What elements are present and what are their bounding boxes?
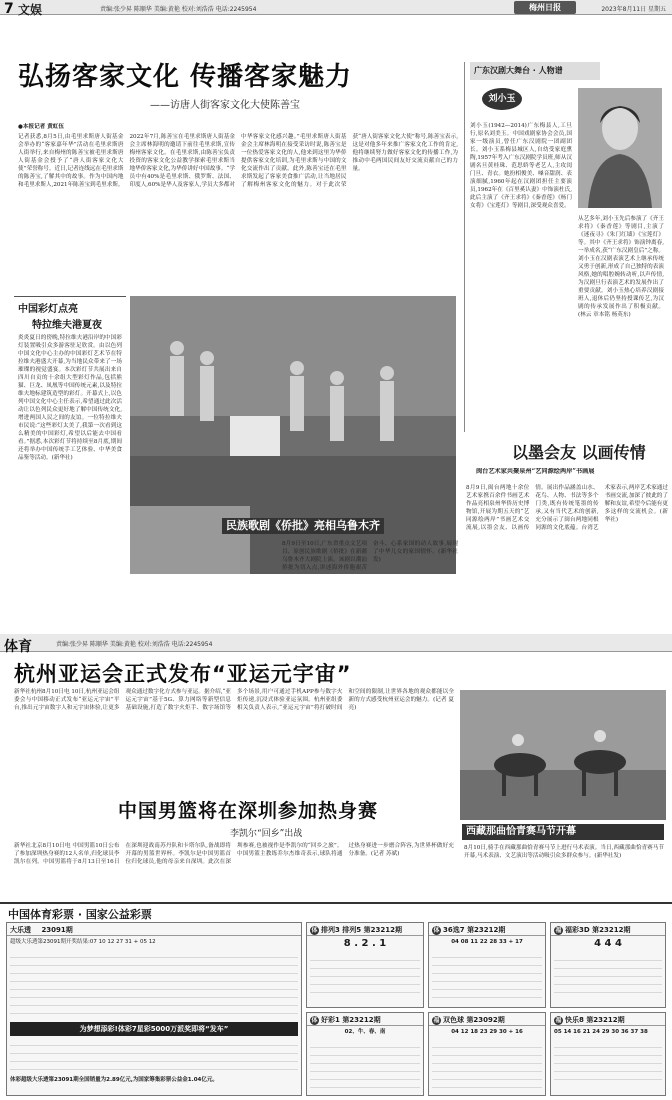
painting-subtitle: 闽台艺术家共聚泉州“艺同源绘两岸”书画展 (476, 468, 595, 475)
portrait-photo (578, 88, 662, 208)
big-lotto-issue: 23091期 (41, 926, 73, 934)
editor-credits: 责编:张少昇 陈顺华 美编:黄艳 校对:刘浩浩 电话:2245954 (100, 6, 257, 13)
opera-text-left: 刘小玉(1942—2014)广东梅县人,工旦行,原名刘美玉。中国戏剧家协会会员,国家一级演员,曾任广东汉剧院一团副团长。刘小玉系梅县城区人,自幼受家庭熏陶,1957年考入广东汉剧院学员班,师从汉剧名旦黄桂珠、范思娇等老艺人,主攻闺门旦、青衣。她扮相俊美、嗓音甜润、表演细腻,1960年起在汉剧团担任主要演员,1962年在《百里奚认妻》中饰演杜氏,此后主演了《齐王求将》《秦香莲》《杨门女将》《宝莲灯》等剧目,深受观众喜爱。 (470, 123, 572, 209)
column-divider (464, 62, 465, 432)
opera-tag-bar (470, 62, 600, 80)
pl3-numbers: 8 . 2 . 1 (343, 938, 387, 949)
basketball-body: 新华社北京8月10日电 中国男篮10日公布了参加深圳热身赛的12人名单,归化球员李凯尔在列。中国男篮将于8月13日至16日在深圳迎战南苏丹队和卡塔尔队,备战即将开幕的男篮世界杯。李凯尔是中国男篮首位归化球员,他的母亲来自深圳。此次在深圳参赛,也被视作是李凯尔的“回乡之旅”。中国男篮主教练乔尔杰维奇表示,球队将通过热身赛进一步磨合阵容,为世界杯做好充分准备。(记者 苏斌) (14, 843, 454, 865)
kl8-header (551, 1013, 665, 1026)
fc3d-numbers: 4 4 4 (594, 938, 622, 949)
asian-games-body: 新华社杭州8月10日电 10日,杭州亚运会组委会与中国移动正式发布“亚运元宇宙”平台,推出元宇宙数字人和元宇宙体验,让更多观众通过数字化方式参与亚运。据介绍,“亚运元宇宙”基于5G、算力网络等新型信息基础设施,打造了数字火炬手、数字场馆等多个场景,用户可通过手机APP参与数字火炬传递,沉浸式体验亚运氛围。杭州亚组委相关负责人表示,“亚运元宇宙”将打破时间和空间的限制,让世界各地的观众都能以全新的方式感受杭州亚运会的魅力。(记者 夏亮) (14, 689, 454, 711)
issue-date: 2023年8月11日 星期五 (601, 6, 666, 13)
horse-illustration (460, 690, 666, 820)
horse-photo (460, 690, 666, 820)
hc1-numbers: 02、牛、春、南 (344, 1029, 386, 1035)
hc1-title: 好彩1 (321, 1016, 340, 1024)
stage-photo-caption: 民族歌剧《侨批》亮相乌鲁木齐 (222, 518, 384, 534)
qx-issue: 第23212期 (467, 926, 506, 934)
pl3-box (306, 922, 424, 1008)
hc1-header (307, 1013, 423, 1026)
portrait-illustration (578, 88, 662, 208)
pl3-header (307, 923, 423, 936)
hc1-issue: 第23212期 (342, 1016, 381, 1024)
big-lotto-notes (10, 1038, 298, 1072)
lantern-rule (14, 296, 126, 297)
pl-icon: 体 (311, 926, 318, 934)
horse-text: 8月10日,骑手在西藏那曲恰青赛马节上进行马术表演。当日,西藏那曲恰青赛马节开幕,马术表演、文艺演出等活动吸引众多群众参与。(新华社发) (464, 845, 664, 859)
asian-games-headline: 杭州亚运会正式发布“亚运元宇宙” (14, 662, 352, 686)
lantern-body: 炎炎夏日的傍晚,特拉维夫港沿岸的中国彩灯装置吸引众多游客驻足欣赏。由以色列中国文化中心主办的中国彩灯艺术节在特拉维夫港盛大开幕,为当地民众带来了一场璀璨的视觉盛宴。本次彩灯节共展出来自四川自贡的十余组大型彩灯作品,包括熊猫、巨龙、凤凰等中国传统元素,以及特拉维夫地标建筑造型的彩灯。开幕式上,以色列中国文化中心主任表示,希望通过此次活动让以色列民众更好地了解中国传统文化,增进两国人民之间的友谊。一位特拉维夫市民说:“这些彩灯太美了,我第一次看到这么精美的中国彩灯,希望以后能去中国看看。”据悉,本次彩灯节将持续至8月底,期间还将举办中国传统手工艺体验、中华美食品鉴等活动。(新华社) (18, 335, 122, 461)
hc1-icon: 体 (311, 1016, 318, 1024)
ssq-table (432, 1040, 542, 1088)
kl8-title: 快乐8 (565, 1016, 584, 1024)
fc3d-header (551, 923, 665, 936)
painting-body: 8月9日,闽台两地十余位艺术家携百余件书画艺术作品亮相泉州华侨历史博物馆,开展为期五天的“艺同源绘两岸”书画艺术交流展,以墨会友、以画传情。展出作品涵盖山水、花鸟、人物、书法等多个门类,既有传统笔墨的传承,又有当代艺术的创新,充分展示了闽台两地同根同源的文化底蕴。台湾艺术家表示,两岸艺术家通过书画交流,加深了彼此的了解和友谊,希望今后能有更多这样的交流机会。(新华社) (466, 485, 668, 531)
lottery-banner-title: 中国体育彩票 · 国家公益彩票 (8, 908, 152, 921)
opera-tag: 广东汉剧大舞台 · 人物谱 (474, 66, 563, 75)
big-lotto-header (7, 923, 301, 936)
section-title: 文娱 (18, 3, 43, 17)
kl8-table (554, 1040, 662, 1080)
qx-box (428, 922, 546, 1008)
pl3-table (310, 953, 420, 997)
kl8-box (550, 1012, 666, 1096)
main-byline: ●本报记者 黄虹伍 (18, 124, 64, 130)
sports-label: 体育 (4, 639, 32, 655)
lantern-title-2: 特拉维夫港夏夜 (32, 320, 102, 331)
opera-person-name: 刘小玉 (482, 88, 522, 110)
qx-table (432, 950, 542, 1000)
fc3d-table (554, 953, 662, 997)
hc1-table (310, 1040, 420, 1088)
basketball-headline: 中国男篮将在深圳参加热身赛 (118, 800, 379, 822)
lantern-title-1: 中国彩灯点亮 (18, 304, 78, 315)
top-band (0, 0, 672, 15)
kl8-numbers: 05 14 16 21 24 29 30 36 37 38 (554, 1029, 648, 1035)
kl8-icon: 福 (555, 1016, 562, 1024)
qx-title: 36选7 (443, 926, 465, 934)
big-lotto-box (6, 922, 302, 1096)
main-subheadline: ——访唐人街客家文化大使陈善宝 (150, 100, 300, 111)
lottery-rule (0, 902, 672, 904)
pl3-title: 排列3 排列5 (321, 926, 362, 934)
big-lotto-title: 大乐透 (10, 926, 31, 934)
hc1-box (306, 1012, 424, 1096)
ssq-issue: 第23092期 (466, 1016, 505, 1024)
ssq-title: 双色球 (443, 1016, 464, 1024)
main-body: 记者获悉,8月5日,由毛里求斯唐人街基金会举办的“客家嘉年华”活动在毛里求斯唐人街举行,来自梅州的陈善宝被毛里求斯唐人街基金会授予了“唐人街客家文化大使”荣誉称号。近日,记者连线远在毛里求斯的陈善宝,了解其中的故事。作为中国内地和毛里求斯人,2021年陈善宝到毛里求斯。2022年7月,陈善宝在毛里求斯唐人街基金会主席林海明的邀请下前往毛里求斯,宣传梅州客家文化。在毛里求斯,由陈善宝负责投资的客家文化公益教学探索毛里求斯当地华侨客家文化,为华侨讲好中国故事。“学员中有40%是毛里求斯、俄罗斯、法国、印度人,60%是华人及客家人,学员大多都对中华客家文化感兴趣。”毛里求斯唐人街基金会主席林海明在接受采访时说,陈善宝是一位热爱客家文化的人,他来到这里为华侨提供客家文化培训,为毛里求斯与中国的文化交流作出了贡献。此外,陈善宝还在毛里求斯发起了客家美食推广活动,让当地居民了解梅州客家文化的魅力。对于此次荣获“唐人街客家文化大使”称号,陈善宝表示,这是对他多年来推广客家文化工作的肯定,他将继续努力做好客家文化的传播工作,为推动中毛两国民间友好交流贡献自己的力量。 (18, 134, 458, 188)
paper-logo: 梅州日报 (514, 1, 576, 14)
basketball-subheadline: 李凯尔“回乡”出战 (230, 829, 303, 839)
fc3d-issue: 第23212期 (592, 926, 631, 934)
big-lotto-footer: 体彩超级大乐透第23091期全国销量为2.89亿元,为国家筹集彩票公益金1.04亿元。 (10, 1077, 218, 1083)
ssq-box (428, 1012, 546, 1096)
opera-text-right: 从艺多年,刘小玉先后参演了《齐王求将》《秦香莲》等剧目,主演了《迷夜寻》《朱门红墙》《宝莲灯》等。其中《齐王求将》饰演钟离春,一举成名,获“广东汉剧皇后”之称。刘小玉在汉剧表演艺术上继承传统又勇于创新,形成了自己独特的表演风格,她的唱腔婉转动听,以声传情,为汉剧旦行表演艺术的发展作出了重要贡献。刘小玉热心培养汉剧接班人,退休后仍坚持授课传艺,为汉剧的传承发展作出了积极贡献。(林云 章本铭 杨英东) (578, 216, 664, 318)
painting-title: 以墨会友 以画传情 (512, 443, 646, 462)
fc3d-title: 福彩3D (565, 926, 590, 934)
horse-caption: 西藏那曲恰青赛马节开幕 (462, 824, 664, 840)
kl8-issue: 第23212期 (586, 1016, 625, 1024)
page-number: 7 (4, 1, 14, 17)
ssq-icon: 福 (433, 1016, 440, 1024)
pl3-issue: 第23212期 (363, 926, 402, 934)
fc-icon: 福 (555, 926, 562, 934)
big-lotto-table (10, 950, 298, 1020)
big-lotto-result: 超级大乐透第23091期开奖结果:07 10 12 27 31 + 05 12 (10, 939, 156, 945)
sports-editor-credits: 责编:张少昇 陈顺华 美编:黄艳 校对:刘浩浩 电话:2245954 (56, 641, 213, 648)
main-headline: 弘扬客家文化 传播客家魅力 (18, 62, 353, 92)
qx-icon: 体 (433, 926, 440, 934)
ssq-header (429, 1013, 545, 1026)
sports-band (0, 634, 672, 655)
stage-photo-text: 8月9日至10日,广东省重点文艺项目、原创民族歌剧《侨批》在新疆乌鲁木齐大剧院上演。该剧以潮汕侨批为切入点,讲述海外侨胞艰苦奋斗、心系家国的动人故事,展现了中华儿女的家国情怀。(新华社发) (282, 541, 458, 571)
fc3d-box (550, 922, 666, 1008)
qx-numbers: 04 08 11 22 28 33 + 17 (451, 939, 523, 945)
big-lotto-slogan: 为梦想添彩!体彩7星彩5000万派奖即将“发车” (10, 1022, 298, 1036)
qx-header (429, 923, 545, 936)
ssq-numbers: 04 12 18 23 29 30 + 16 (451, 1029, 523, 1035)
